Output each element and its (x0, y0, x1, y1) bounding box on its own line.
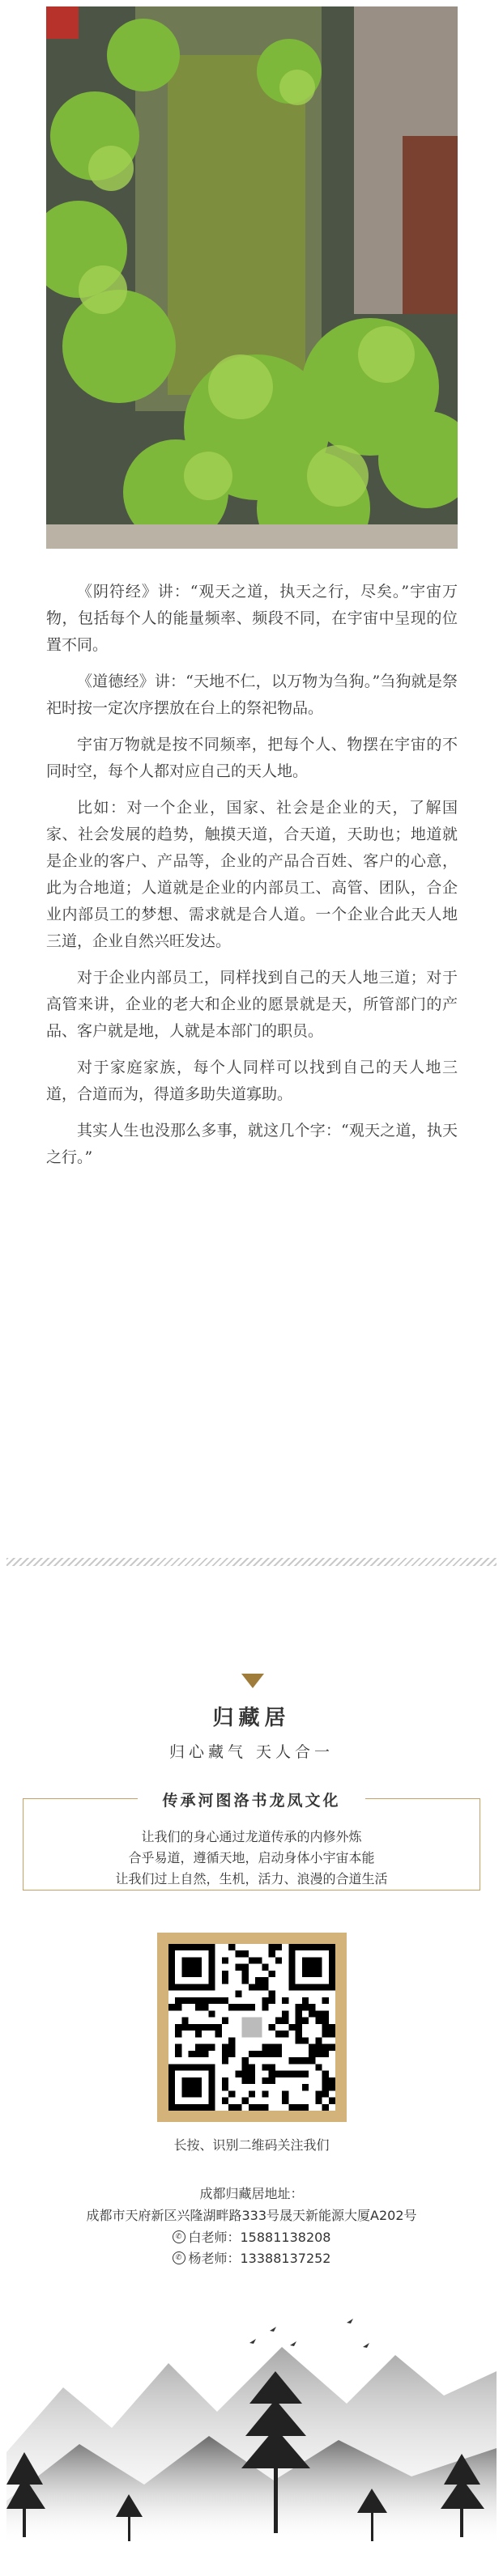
culture-box (23, 1785, 480, 1891)
ink-landscape-illustration (6, 2266, 497, 2545)
address-value: 成都市天府新区兴隆湖畔路333号晟天新能源大厦A202号 (86, 2208, 417, 2223)
contact-yang-label: 杨老师：13388137252 (188, 2251, 331, 2266)
paragraph-4: 比如：对一个企业，国家、社会是企业的天，了解国家、社会发展的趋势，触摸天道，合天道，天助也；地道就是企业的客户、产品等，企业的产品合百姓、客户的心意，此为合地道；人道就是企业的内部员工、高管、团队，合企业内部员工的梦想、需求就是合人道。一个企业合此天人地三道，企业自然兴旺发达。 (46, 799, 458, 950)
contact-bai-label: 白老师：15881138208 (188, 2230, 331, 2245)
brand-slogan: 归心藏气 天人合一 (168, 1743, 335, 1761)
section-divider (6, 1558, 497, 1566)
qr-code[interactable] (168, 1944, 335, 2111)
paragraph-1: 《阴符经》讲：“观天之道，执天之行，尽矣。”宇宙万物，包括每个人的能量频率、频段不同，在宇宙中呈现的位置不同。 (46, 583, 458, 654)
qr-code-frame[interactable] (157, 1933, 347, 2122)
paragraph-2: 《道德经》讲：“天地不仁，以万物为刍狗。”刍狗就是祭祀时按一定次序摆放在台上的祭祀物品。 (46, 673, 458, 717)
paragraph-7: 其实人生也没那么多事，就这几个字：“观天之道，执天之行。” (46, 1122, 458, 1166)
phone-icon: ✆ (173, 2230, 185, 2243)
fern-planter-photo (46, 6, 458, 549)
qr-hint: 长按、识别二维码关注我们 (173, 2137, 330, 2153)
brand-name: 归藏居 (212, 1706, 291, 1730)
culture-line-2: 合乎易道，遵循天地，启动身体小宇宙本能 (128, 1850, 375, 1865)
contact-bai (6, 2227, 497, 2246)
culture-line-1: 让我们的身心通过龙道传承的内修外炼 (141, 1829, 362, 1844)
contact-yang (6, 2248, 497, 2267)
footer-card (6, 1627, 497, 2545)
culture-line-3: 让我们过上自然，生机，活力、浪漫的合道生活 (115, 1871, 388, 1886)
paragraph-3: 宇宙万物就是按不同频率，把每个人、物摆在宇宙的不同时空，每个人都对应自己的天人地。 (46, 736, 458, 780)
paragraph-5: 对于企业内部员工，同样找到自己的天人地三道；对于高管来讲，企业的老大和企业的愿景就是天，所管部门的产品、客户就是地，人就是本部门的职员。 (46, 969, 458, 1040)
culture-title: 传承河图洛书龙凤文化 (162, 1792, 341, 1810)
phone-icon: ✆ (173, 2251, 185, 2264)
address-label: 成都归藏居地址： (199, 2186, 304, 2201)
article-body (46, 579, 458, 1181)
triangle-marker-icon (241, 1674, 264, 1688)
paragraph-6: 对于家庭家族，每个人同样可以找到自己的天人地三道，合道而为，得道多助失道寡助。 (46, 1059, 458, 1103)
